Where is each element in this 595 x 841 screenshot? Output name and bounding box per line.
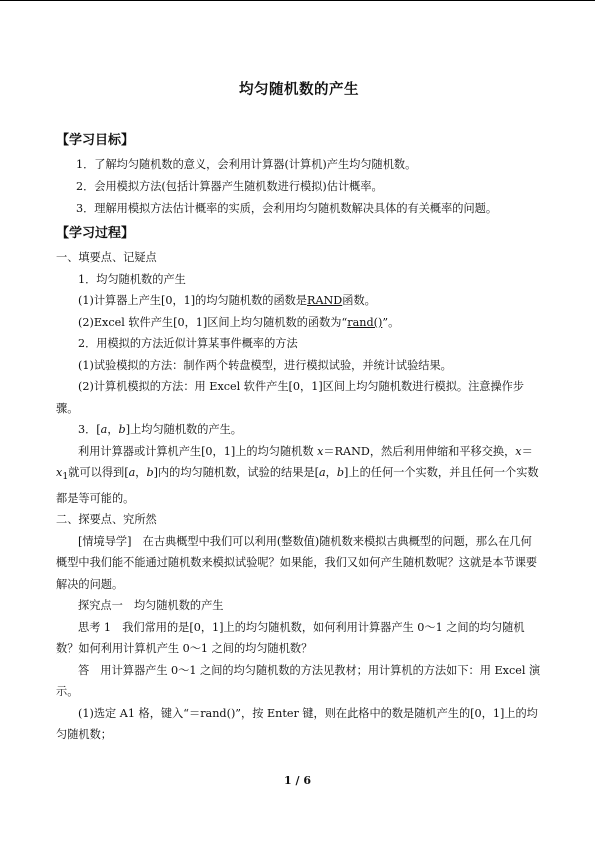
calc-rand-answer: RAND bbox=[307, 294, 343, 307]
uniform-ab-paragraph: 利用计算器或计算机产生[0，1]上的均匀随机数 x＝RAND，然后利用伸缩和平移交换，$x=x_1$就可以得到[a，b]内的均匀随机数，试验的结果是[a，b]上的任何一个实数，并且任何一个实数都是等可能的。 bbox=[56, 444, 539, 505]
calc-rand-line: (1)计算器上产生[0，1]的均匀随机数的函数是RAND函数。 bbox=[78, 294, 376, 307]
sub-heading-1: 1．均匀随机数的产生 bbox=[78, 272, 186, 286]
document-page bbox=[56, 78, 542, 746]
trial-method: (1)试验模拟的方法：制作两个转盘模型，进行模拟试验，并统计试验结果。 bbox=[78, 358, 452, 372]
excel-rand-line: (2)Excel 软件产生[0，1]区间上均匀随机数的函数为“rand()”。 bbox=[78, 315, 400, 329]
computer-method: (2)计算机模拟的方法：用 Excel 软件产生[0，1]区间上均匀随机数进行模拟。注意操作步骤。 bbox=[56, 380, 525, 415]
page-title: 均匀随机数的产生 bbox=[239, 82, 359, 98]
part2-title: 二、探要点、究所然 bbox=[56, 513, 157, 527]
goals-heading: 【学习目标】 bbox=[56, 133, 135, 148]
goal-item-2: 2．会用模拟方法(包括计算器产生随机数进行模拟)估计概率。 bbox=[76, 180, 383, 193]
process-heading: 【学习过程】 bbox=[56, 226, 135, 241]
answer-1: 答 用计算器产生 0～1 之间的均匀随机数的方法见教材；用计算机的方法如下：用 Excel 演示。 bbox=[56, 663, 541, 699]
sub-heading-2: 2．用模拟的方法近似计算某事件概率的方法 bbox=[78, 337, 298, 350]
top-border-line bbox=[0, 0, 595, 1]
excel-rand-answer: rand() bbox=[347, 315, 383, 329]
situation-intro: [情境导学] 在古典概型中我们可以利用(整数值)随机数来模拟古典概型的问题，那么在几何概型中我们能不能通过随机数来模拟试验呢？如果能，我们又如何产生随机数呢？这就是本节课要解决的问题。 bbox=[56, 534, 538, 591]
goal-item-1: 1．了解均匀随机数的意义，会利用计算器(计算机)产生均匀随机数。 bbox=[76, 158, 417, 171]
part1-title: 一、填要点、记疑点 bbox=[56, 251, 157, 264]
think-1: 思考 1 我们常用的是[0，1]上的均匀随机数，如何利用计算器产生 0～1 之间的均匀随机数？如何利用计算机产生 0～1 之间的均匀随机数？ bbox=[56, 620, 525, 656]
sub-heading-3: 3．[a，b]上均匀随机数的产生。 bbox=[78, 423, 242, 436]
page-number: 1 / 6 bbox=[284, 774, 311, 787]
explore-point-1: 探究点一 均匀随机数的产生 bbox=[78, 599, 224, 613]
step-1: (1)选定 A1 格，键入“＝rand()”，按 Enter 键，则在此格中的数是随机产生的[0，1]上的均匀随机数； bbox=[56, 706, 538, 742]
goal-item-3: 3．理解用模拟方法估计概率的实质，会利用均匀随机数解决具体的有关概率的问题。 bbox=[76, 202, 498, 215]
